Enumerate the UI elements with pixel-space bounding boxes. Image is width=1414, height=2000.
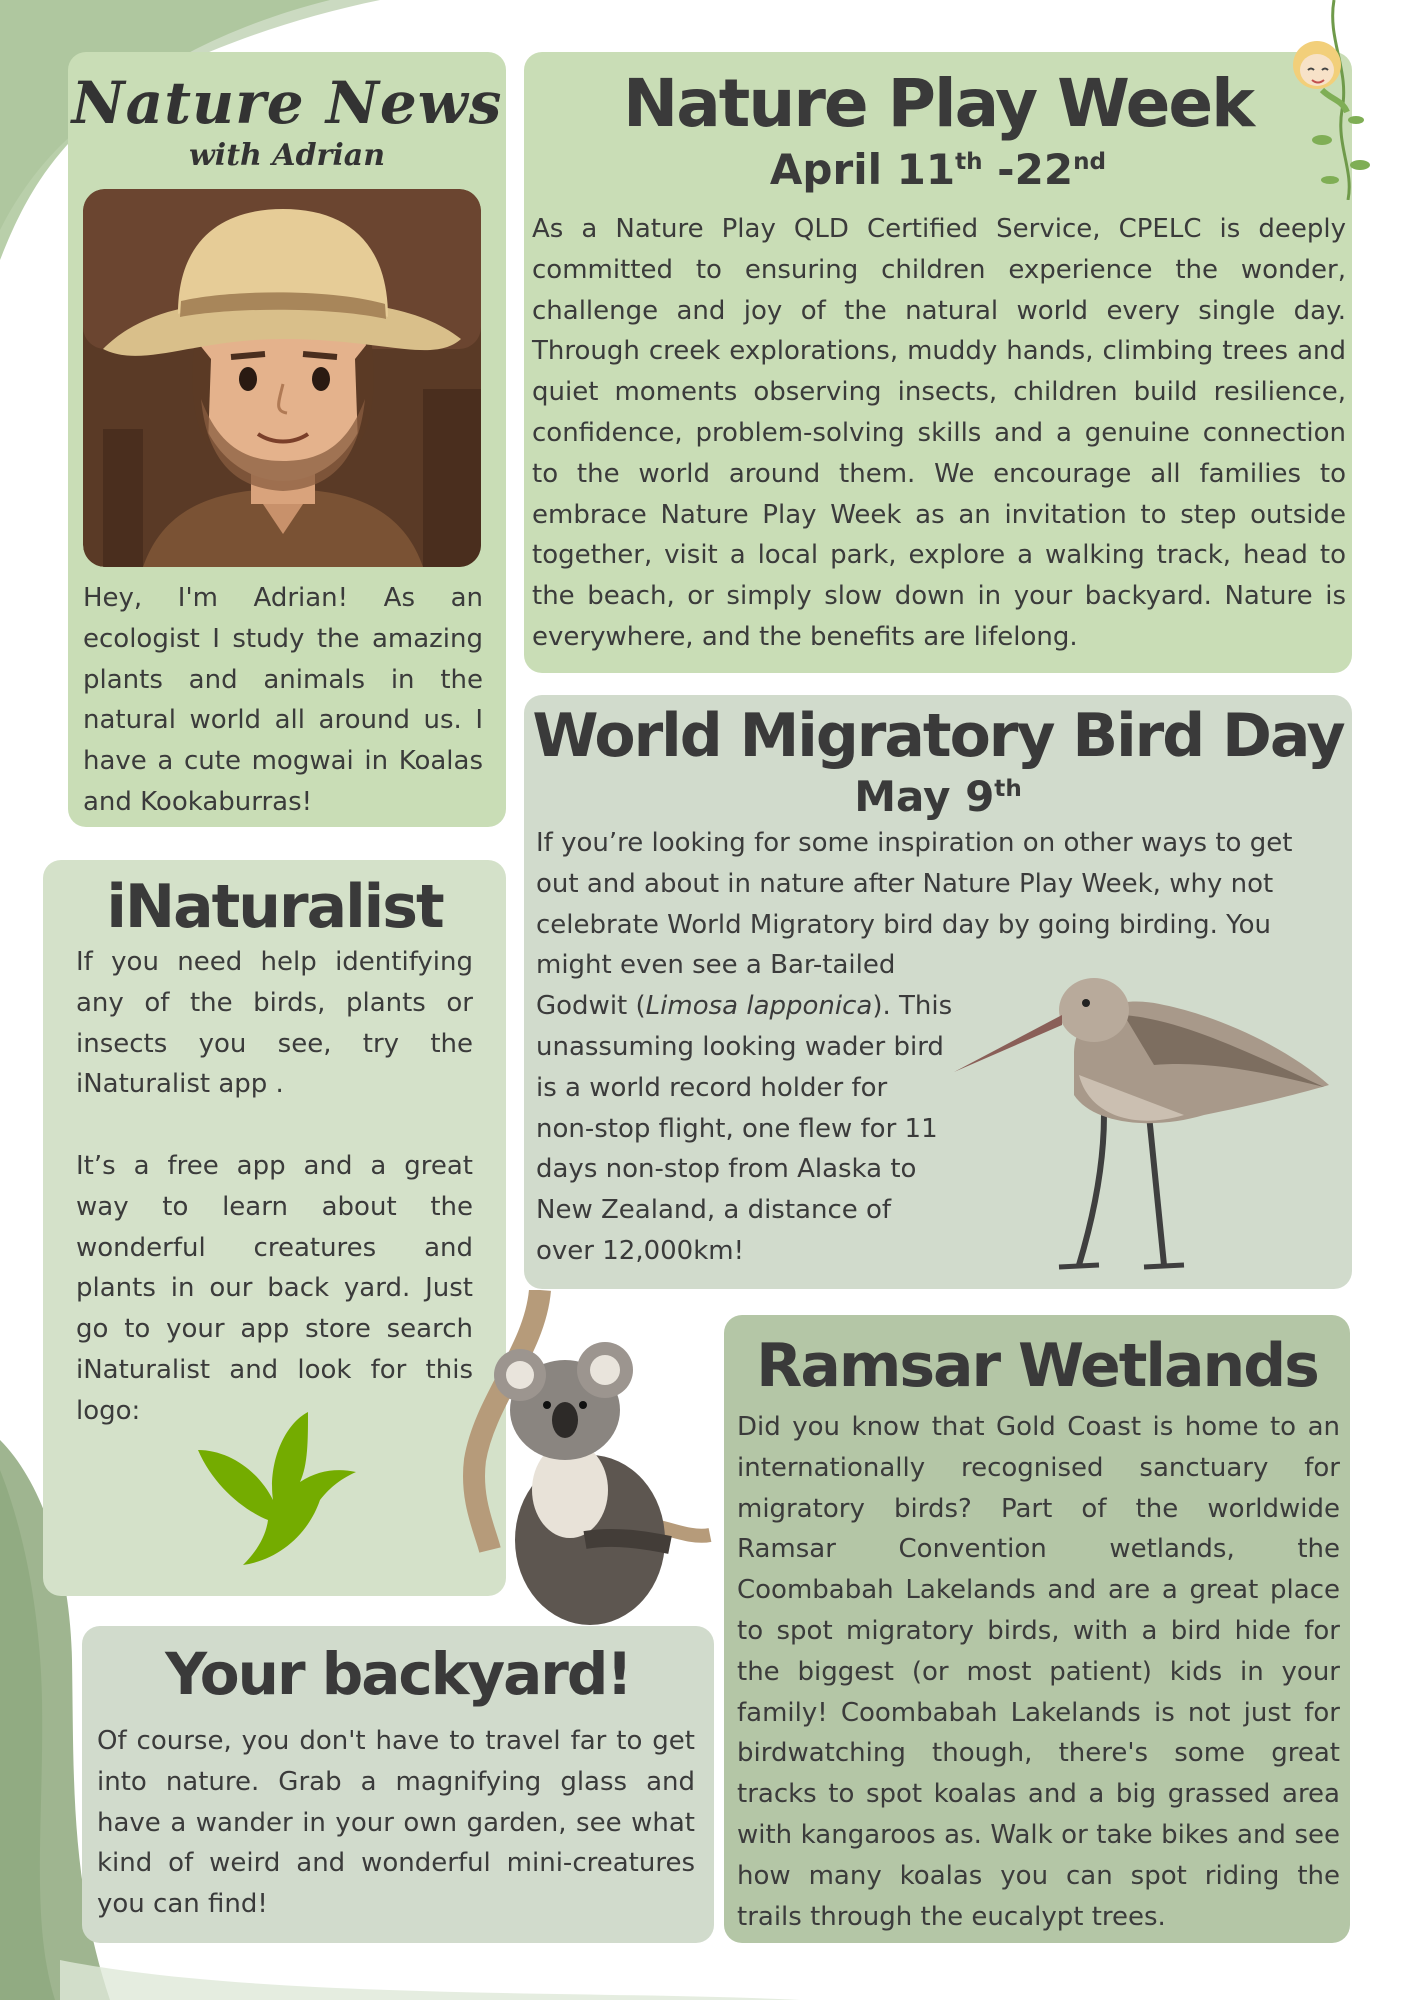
date-end-suffix: nd [1073,149,1107,175]
migratory-line-7: is a world record holder for [536,1072,888,1103]
inaturalist-card [43,860,506,1596]
migratory-card [524,695,1352,1289]
koala [455,1290,715,1630]
migratory-line-4: might even see a Bar-tailed [536,950,896,981]
migratory-line-6: unassuming looking wader bird [536,1031,944,1062]
nature-play-title: Nature Play Week [623,65,1253,142]
migratory-line-1: If you’re looking for some inspiration on other ways to get [536,828,1293,858]
intro-card [68,52,506,827]
migratory-date-text: May 9 [854,772,995,821]
ramsar-body: Did you know that Gold Coast is home to an internationally recognised sanctuary for migratory birds? Part of the worldwide Ramsar Convention wetlands, the Coombabah Lakelands and are a great place to spot migratory birds, with a bird hide for the biggest (or most patient) kids in your family! Coombabah Lakelands is not just for birdwatching though, there's some great tracks to spot koalas and a big grassed area with kangaroos as. Walk or take bikes and see how many koalas you can spot riding the trails through the eucalypt trees. [737,1412,1340,1932]
inaturalist-para-2: It’s a free app and a great way to learn about the wonderful creatures and plants in our back yard. Just go to your app store search iNaturalist and look for this logo: [76,1151,473,1426]
nature-play-date [524,144,1352,196]
backyard-title: Your backyard! [165,1640,631,1708]
child-on-vine [1272,0,1382,200]
godwit-prefix: Godwit ( [536,991,646,1022]
adrian-portrait [83,189,481,567]
migratory-date [524,771,1352,823]
inaturalist-para-1: If you need help identifying any of the birds, plants or insects you see, try the iNaturalist app . [76,947,473,1100]
godwit-suffix: ). This [872,991,953,1022]
date-start-suffix: th [955,149,983,175]
migratory-line-9: days non-stop from Alaska to [536,1154,917,1185]
bar-tailed-godwit [954,965,1364,1295]
intro-text: Hey, I'm Adrian! As an ecologist I study the amazing plants and animals in the natural world all around us. I have a cute mogwai in Koalas and Kookaburras! [83,583,483,817]
nature-play-card [524,52,1352,673]
backyard-card [82,1626,714,1943]
ramsar-card [724,1315,1350,1943]
migratory-date-suffix: th [994,776,1022,802]
migratory-line-3: celebrate World Migratory bird day by going birding. You [536,909,1271,940]
migratory-line-8: non-stop flight, one flew for 11 [536,1113,938,1144]
backyard-body: Of course, you don't have to travel far to get into nature. Grab a magnifying glass and have a wander in your own garden, see what kind of weird and wonderful mini-creatures you can find! [97,1726,695,1920]
date-end: -22 [982,145,1074,194]
nature-play-body: As a Nature Play QLD Certified Service, CPELC is deeply committed to ensuring children experience the wonder, challenge and joy of the natural world every single day. Through creek explorations, muddy hands, climbing trees and quiet moments observing insects, children build resilience, confidence, problem-solving skills and a genuine connection to the world around them. We encourage all families to embrace Nature Play Week as an invitation to step outside together, visit a local park, explore a walking track, head to the beach, or simply slow down in your backyard. Nature is everywhere, and the benefits are lifelong. [532,214,1346,652]
inaturalist-bird-logo[interactable] [188,1410,358,1570]
ramsar-title: Ramsar Wetlands [756,1331,1318,1401]
inaturalist-title: iNaturalist [106,872,443,942]
migratory-line-11: over 12,000km! [536,1235,745,1266]
newsletter-subtitle: with Adrian [188,138,386,173]
godwit-scientific-name: Limosa lapponica [645,991,873,1022]
newsletter-title: Nature News [71,69,503,137]
migratory-line-10: New Zealand, a distance of [536,1195,892,1226]
migratory-line-2: out and about in nature after Nature Play Week, why not [536,868,1274,899]
migratory-title: World Migratory Bird Day [532,701,1344,771]
date-start: April 11 [769,145,956,194]
